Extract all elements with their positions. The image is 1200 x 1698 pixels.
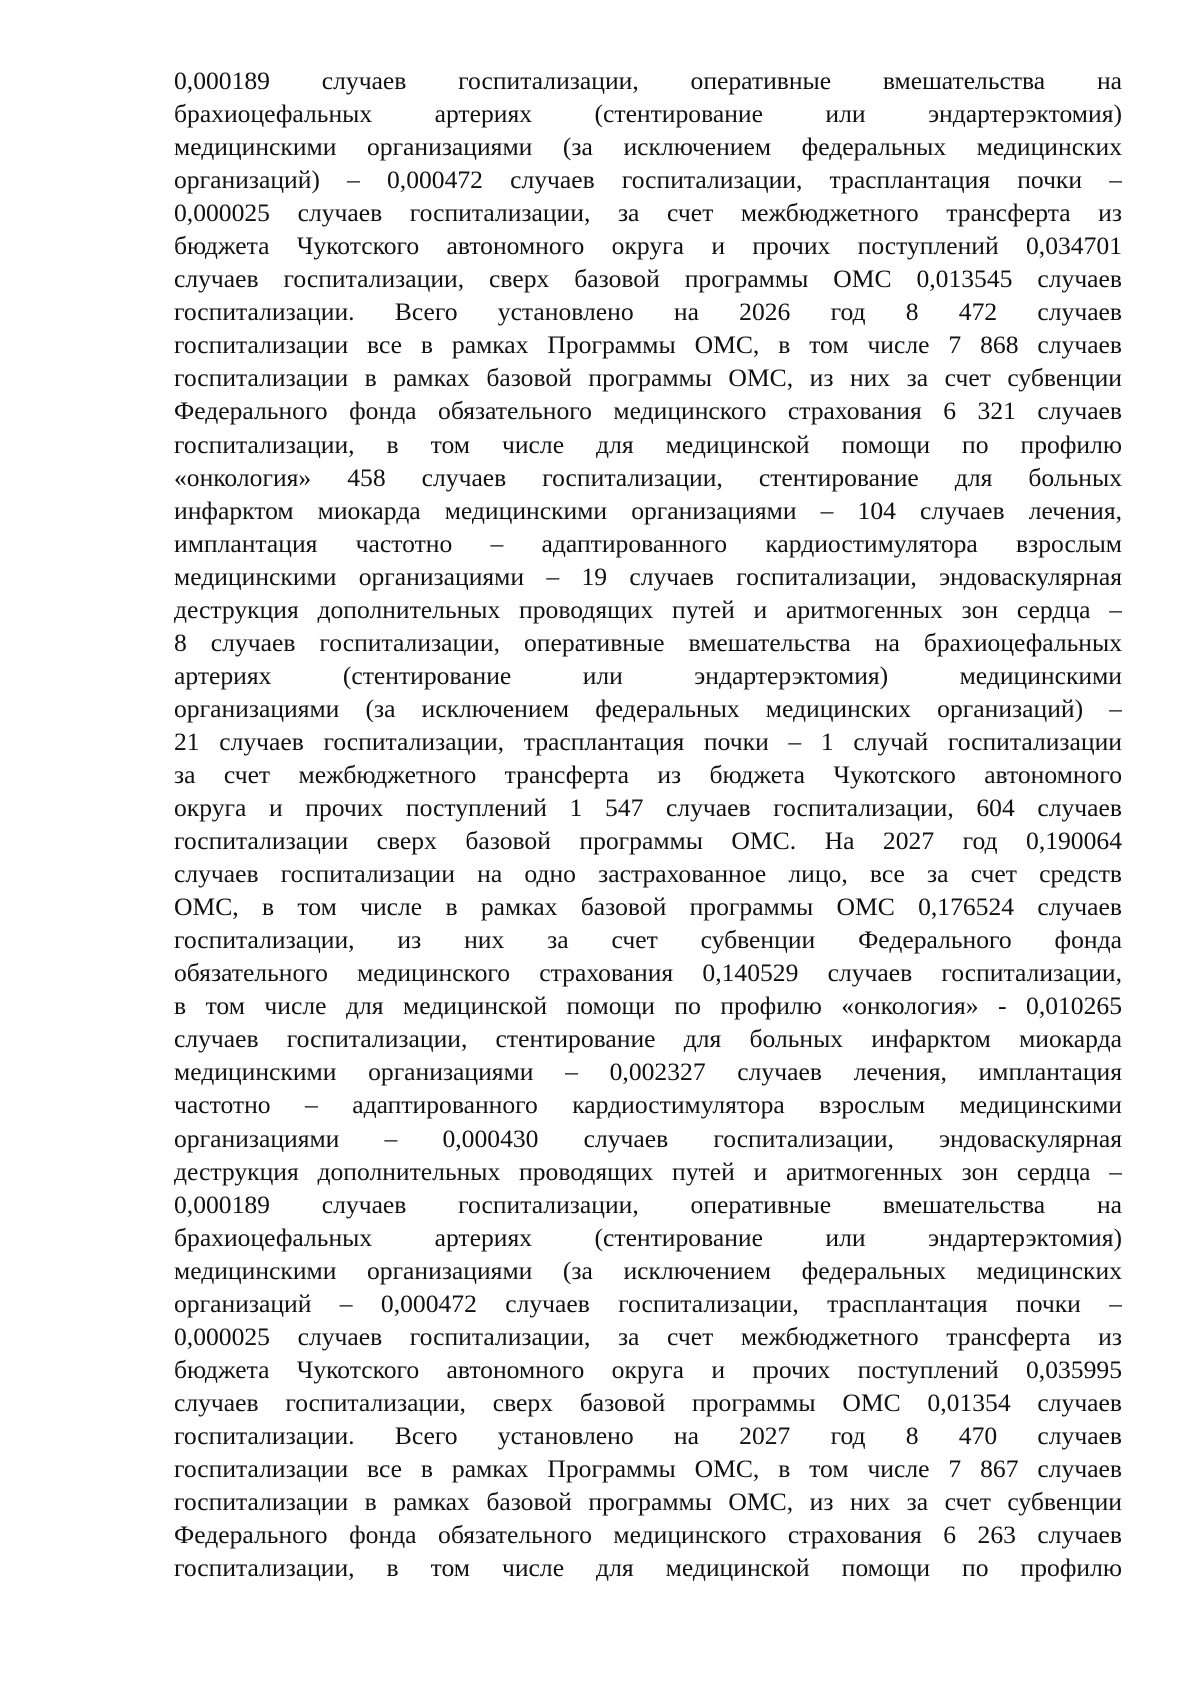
text-line: случаев госпитализации на одно застрахованное лицо, все за счет средств	[174, 859, 1122, 889]
text-line: организациями (за исключением федеральных медицинских организаций) –	[174, 693, 1122, 723]
text-line: госпитализации, из них за счет субвенции Федерального фонда	[174, 925, 1122, 955]
text-line: «онкология» 458 случаев госпитализации, стентирование для больных	[174, 462, 1122, 492]
text-line: 21 случаев госпитализации, трасплантация почки – 1 случай госпитализации	[174, 726, 1122, 756]
text-line: госпитализации все в рамках Программы ОМС, в том числе 7 867 случаев	[174, 1453, 1122, 1483]
text-line: госпитализации, в том числе для медицинской помощи по профилю	[174, 1553, 1122, 1583]
text-line: деструкция дополнительных проводящих путей и аритмогенных зон сердца –	[174, 1156, 1122, 1186]
text-line: 0,000189 случаев госпитализации, оперативные вмешательства на	[174, 1189, 1122, 1219]
text-line: организаций) – 0,000472 случаев госпитализации, трасплантация почки –	[174, 165, 1122, 195]
text-line: Федерального фонда обязательного медицинского страхования 6 263 случаев	[174, 1520, 1122, 1550]
text-line: медицинскими организациями – 19 случаев госпитализации, эндоваскулярная	[174, 561, 1122, 591]
text-line: деструкция дополнительных проводящих путей и аритмогенных зон сердца –	[174, 594, 1122, 624]
text-line: Федерального фонда обязательного медицинского страхования 6 321 случаев	[174, 396, 1122, 426]
text-line: бюджета Чукотского автономного округа и прочих поступлений 0,035995	[174, 1354, 1122, 1384]
text-line: артериях (стентирование или эндартерэктомия) медицинскими	[174, 660, 1122, 690]
text-line: брахиоцефальных артериях (стентирование или эндартерэктомия)	[174, 1222, 1122, 1252]
text-line: случаев госпитализации, сверх базовой программы ОМС 0,01354 случаев	[174, 1387, 1122, 1417]
text-line: 0,000025 случаев госпитализации, за счет межбюджетного трансферта из	[174, 1321, 1122, 1351]
text-line: госпитализации. Всего установлено на 2026 год 8 472 случаев	[174, 297, 1122, 327]
text-line: частотно – адаптированного кардиостимулятора взрослым медицинскими	[174, 1090, 1122, 1120]
text-line: 8 случаев госпитализации, оперативные вмешательства на брахиоцефальных	[174, 627, 1122, 657]
text-line: случаев госпитализации, стентирование для больных инфарктом миокарда	[174, 1024, 1122, 1054]
text-line: 0,000189 случаев госпитализации, оперативные вмешательства на	[174, 66, 1122, 95]
text-line: госпитализации, в том числе для медицинской помощи по профилю	[174, 429, 1122, 459]
text-line: организаций – 0,000472 случаев госпитализации, трасплантация почки –	[174, 1288, 1122, 1318]
text-line: медицинскими организациями (за исключением федеральных медицинских	[174, 132, 1122, 162]
text-line: ОМС, в том числе в рамках базовой программы ОМС 0,176524 случаев	[174, 892, 1122, 922]
text-line: инфарктом миокарда медицинскими организациями – 104 случаев лечения,	[174, 495, 1122, 525]
body-text	[174, 64, 1122, 1584]
text-line: имплантация частотно – адаптированного кардиостимулятора взрослым	[174, 528, 1122, 558]
text-line: госпитализации сверх базовой программы ОМС. На 2027 год 0,190064	[174, 826, 1122, 856]
text-line: госпитализации в рамках базовой программы ОМС, из них за счет субвенции	[174, 363, 1122, 393]
text-line: бюджета Чукотского автономного округа и прочих поступлений 0,034701	[174, 231, 1122, 261]
text-line: случаев госпитализации, сверх базовой программы ОМС 0,013545 случаев	[174, 264, 1122, 294]
text-line: организациями – 0,000430 случаев госпитализации, эндоваскулярная	[174, 1123, 1122, 1153]
text-line: медицинскими организациями (за исключением федеральных медицинских	[174, 1255, 1122, 1285]
text-line: госпитализации. Всего установлено на 2027 год 8 470 случаев	[174, 1420, 1122, 1450]
text-line: госпитализации в рамках базовой программы ОМС, из них за счет субвенции	[174, 1487, 1122, 1517]
text-line: медицинскими организациями – 0,002327 случаев лечения, имплантация	[174, 1057, 1122, 1087]
text-line: 0,000025 случаев госпитализации, за счет межбюджетного трансферта из	[174, 198, 1122, 228]
text-line: в том числе для медицинской помощи по профилю «онкология» - 0,010265	[174, 991, 1122, 1021]
text-line: округа и прочих поступлений 1 547 случаев госпитализации, 604 случаев	[174, 793, 1122, 823]
text-line: брахиоцефальных артериях (стентирование или эндартерэктомия)	[174, 99, 1122, 129]
text-line: госпитализации все в рамках Программы ОМС, в том числе 7 868 случаев	[174, 330, 1122, 360]
text-line: обязательного медицинского страхования 0,140529 случаев госпитализации,	[174, 958, 1122, 988]
text-line: за счет межбюджетного трансферта из бюджета Чукотского автономного	[174, 759, 1122, 789]
